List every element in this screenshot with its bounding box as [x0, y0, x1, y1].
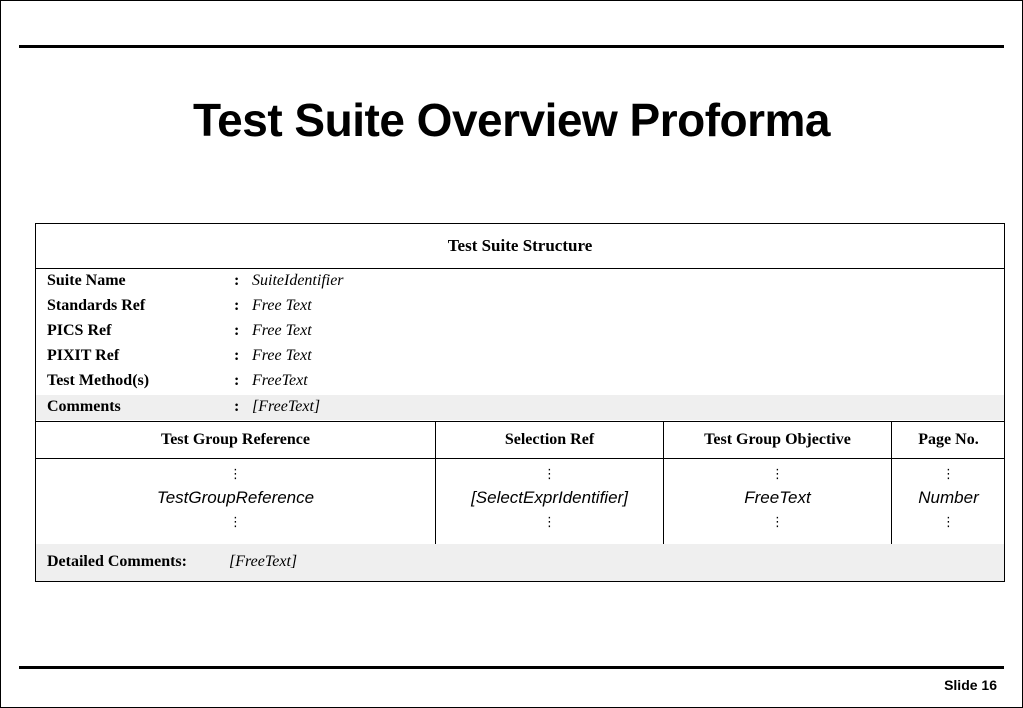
column-header: Page No.	[892, 422, 1005, 459]
cell-value: FreeText	[744, 488, 811, 507]
column-body	[892, 459, 1005, 544]
vertical-ellipsis-icon: ⋮	[942, 515, 955, 530]
proforma-table	[35, 223, 1005, 582]
vertical-ellipsis-icon: ⋮	[543, 467, 556, 482]
field-value: SuiteIdentifier	[252, 272, 344, 289]
field-label: Test Method(s)	[47, 372, 150, 389]
vertical-ellipsis-icon: ⋮	[771, 467, 784, 482]
field-label: PIXIT Ref	[47, 347, 120, 364]
field-label: PICS Ref	[47, 322, 112, 339]
field-row-standards-ref	[36, 294, 1004, 319]
field-label: Comments	[47, 398, 121, 415]
slide-number: Slide 16	[944, 677, 997, 693]
field-value: Free Text	[252, 347, 312, 364]
column-body	[436, 459, 663, 544]
cell-value: [SelectExprIdentifier]	[471, 488, 628, 507]
top-rule	[19, 45, 1004, 48]
field-colon: :	[234, 272, 240, 289]
column-page-no	[891, 422, 1005, 544]
column-test-group-objective	[663, 422, 891, 544]
column-selection-ref	[435, 422, 663, 544]
slide-title: Test Suite Overview Proforma	[192, 94, 831, 146]
field-value: Free Text	[252, 322, 312, 339]
field-colon: :	[234, 372, 240, 389]
test-group-grid	[36, 421, 1004, 545]
field-colon: :	[234, 322, 240, 339]
column-body	[36, 459, 435, 544]
field-row-pixit-ref	[36, 344, 1004, 369]
column-body	[664, 459, 891, 544]
vertical-ellipsis-icon: ⋮	[543, 515, 556, 530]
field-row-test-methods	[36, 369, 1004, 394]
field-row-pics-ref	[36, 319, 1004, 344]
cell-value: TestGroupReference	[156, 488, 315, 507]
vertical-ellipsis-icon: ⋮	[771, 515, 784, 530]
field-colon: :	[234, 398, 240, 415]
detailed-comments-value: [FreeText]	[229, 553, 298, 570]
field-value: FreeText	[252, 372, 308, 389]
vertical-ellipsis-icon: ⋮	[229, 515, 242, 530]
field-colon: :	[234, 297, 240, 314]
bottom-rule	[19, 666, 1004, 669]
field-label: Suite Name	[47, 272, 126, 289]
vertical-ellipsis-icon: ⋮	[229, 467, 242, 482]
field-label: Standards Ref	[47, 297, 146, 314]
column-header: Test Group Objective	[664, 422, 891, 459]
detailed-comments-row	[36, 544, 1004, 581]
column-test-group-reference	[36, 422, 435, 544]
field-colon: :	[234, 347, 240, 364]
field-row-comments	[36, 395, 1004, 420]
column-header: Selection Ref	[436, 422, 663, 459]
cell-value: Number	[918, 488, 979, 507]
detailed-comments-label: Detailed Comments:	[47, 553, 187, 570]
section-title: Test Suite Structure	[36, 224, 1004, 269]
field-list	[36, 269, 1004, 421]
field-row-suite-name	[36, 269, 1004, 294]
field-value: [FreeText]	[252, 398, 321, 415]
column-header: Test Group Reference	[36, 422, 435, 459]
vertical-ellipsis-icon: ⋮	[942, 467, 955, 482]
field-value: Free Text	[252, 297, 312, 314]
